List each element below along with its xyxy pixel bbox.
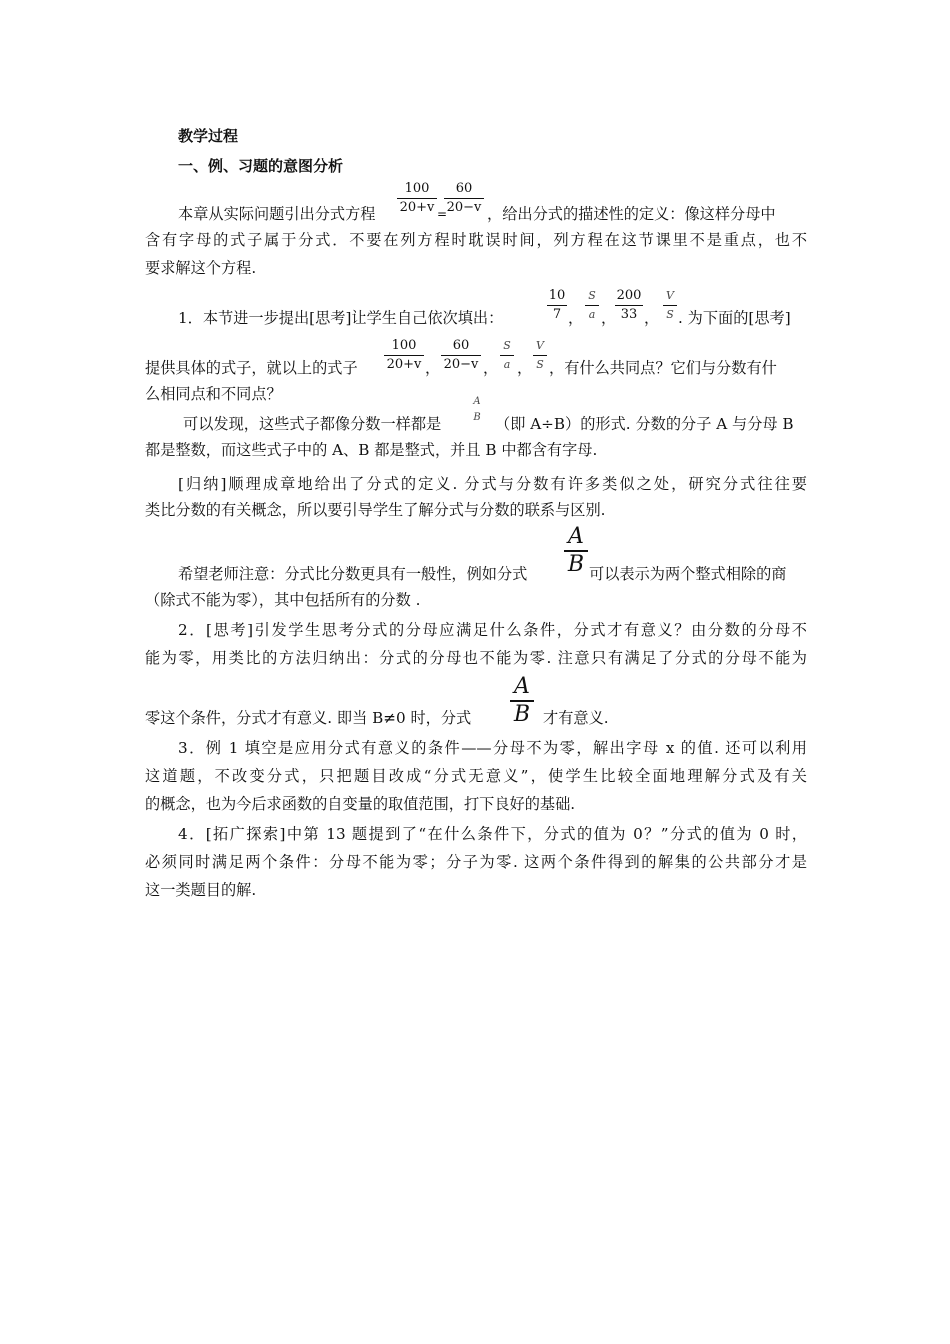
denominator: 20−v xyxy=(443,357,479,372)
p2-line2: 都是整数，而这些式子中的 A、B 都是整式，并且 B 中都含有字母. xyxy=(145,441,598,459)
denominator: 20+v xyxy=(386,357,422,372)
frac-10-7 xyxy=(547,288,567,323)
denominator: a xyxy=(588,308,596,321)
denominator: a xyxy=(503,358,511,371)
p6-line1: 3．例 1 填空是应用分式有意义的条件——分母不为零，解出字母 x 的值. 还可以利用 xyxy=(178,739,807,757)
frac-200-33 xyxy=(615,288,643,323)
frac-V-S xyxy=(533,338,547,373)
comma: ， xyxy=(483,359,499,377)
p3-line2: 类比分数的有关概念，所以要引导学生了解分式与分数的联系与区别. xyxy=(145,501,606,519)
p1-line1: 1．本节进一步提出[思考]让学生自己依次填出： xyxy=(178,309,504,327)
comma: ， xyxy=(425,359,441,377)
p1-line2-post: ，有什么共同点？它们与分数有什 xyxy=(549,359,777,377)
numerator: 200 xyxy=(616,288,642,303)
p0-pre: 本章从实际问题引出分式方程 xyxy=(178,205,376,223)
p4-pre: 希望老师注意：分式比分数更具有一般性，例如分式 xyxy=(178,565,528,583)
p7-line1: 4．[拓广探索]中第 13 题提到了“在什么条件下，分式的值为 0？”分式的值为 0 时， xyxy=(178,825,807,843)
denominator: 7 xyxy=(552,307,562,322)
p7-line2: 必须同时满足两个条件：分母不能为零；分子为零. 这两个条件得到的解集的公共部分才是 xyxy=(145,853,807,871)
fraction-bar xyxy=(441,355,481,356)
frac-A-B-large xyxy=(510,676,534,726)
numerator: A xyxy=(514,674,530,699)
fraction-bar xyxy=(533,355,547,356)
lesson-title: 教学过程 xyxy=(178,127,239,145)
p5-line2: 能为零，用类比的方法归纳出：分式的分母也不能为零. 注意只有满足了分式的分母不能为 xyxy=(145,649,807,667)
equation-right-fraction xyxy=(444,181,484,216)
p4-post: 可以表示为两个整式相除的商 xyxy=(589,565,787,583)
frac-100-20pv xyxy=(384,338,424,373)
p6-line3: 的概念，也为今后求函数的自变量的取值范围，打下良好的基础. xyxy=(145,795,576,813)
numerator: 10 xyxy=(548,288,566,303)
p3-line1: [归纳]顺理成章地给出了分式的定义. 分式与分数有许多类似之处，研究分式往往要 xyxy=(178,475,807,493)
fraction-bar xyxy=(547,305,567,306)
fraction-bar xyxy=(585,305,599,306)
comma: ， xyxy=(644,309,660,327)
comma: ， xyxy=(568,309,584,327)
frac-A-B-small xyxy=(471,394,483,426)
eq-right-denominator: 20−v xyxy=(446,200,482,215)
comma: ， xyxy=(601,309,617,327)
equation-left-fraction xyxy=(397,181,437,216)
eq-left-denominator: 20+v xyxy=(399,200,435,215)
eq-right-numerator: 60 xyxy=(455,181,473,196)
p6-line2: 这道题，不改变分式，只把题目改成“分式无意义”，使学生比较全面地理解分式及有关 xyxy=(145,767,807,785)
denominator: S xyxy=(666,308,674,321)
p5-line1: 2．[思考]引发学生思考分式的分母应满足什么条件，分式才有意义？由分数的分母不 xyxy=(178,621,807,639)
p2-post: （即 A÷B）的形式. 分数的分子 A 与分母 B xyxy=(495,415,794,433)
denominator: B xyxy=(473,412,481,423)
denominator: B xyxy=(567,552,585,577)
numerator: A xyxy=(473,396,481,407)
p1-line3: 么相同点和不同点？ xyxy=(145,385,282,403)
p0-line1 xyxy=(178,204,375,224)
p0-line3: 要求解这个方程. xyxy=(145,259,257,277)
frac-S-a xyxy=(585,288,599,323)
p0-post: ，给出分式的描述性的定义：像这样分母中 xyxy=(487,205,776,223)
numerator: S xyxy=(588,289,596,302)
p4-line2: （除式不能为零），其中包括所有的分数 . xyxy=(145,591,421,609)
p7-line3: 这一类题目的解. xyxy=(145,881,257,899)
fraction-bar xyxy=(500,355,514,356)
fraction-bar xyxy=(663,305,677,306)
frac-S-a xyxy=(500,338,514,373)
p0-line2: 含有字母的式子属于分式．不要在列方程时耽误时间，列方程在这节课里不是重点，也不 xyxy=(145,231,807,249)
fraction-bar xyxy=(384,355,424,356)
numerator: 60 xyxy=(452,338,470,353)
numerator: 100 xyxy=(391,338,417,353)
p1-post: . 为下面的[思考] xyxy=(678,309,791,327)
numerator: V xyxy=(536,339,544,352)
frac-60-20mv xyxy=(441,338,481,373)
fraction-bar xyxy=(615,305,643,306)
equals-sign: = xyxy=(437,207,448,221)
p5-line3-pre: 零这个条件，分式才有意义. 即当 B≠0 时，分式 xyxy=(145,709,472,727)
denominator: B xyxy=(513,702,531,727)
p1-line2-pre: 提供具体的式子，就以上的式子 xyxy=(145,359,358,377)
fraction-bar xyxy=(397,198,437,199)
p2-pre: 可以发现，这些式子都像分数一样都是 xyxy=(183,415,442,433)
fraction-bar xyxy=(444,198,484,199)
section-heading: 一、例、习题的意图分析 xyxy=(178,157,344,175)
numerator: V xyxy=(666,289,674,302)
frac-V-S xyxy=(663,288,677,323)
frac-A-B-large xyxy=(564,526,588,576)
eq-left-numerator: 100 xyxy=(404,181,430,196)
comma: ， xyxy=(517,359,533,377)
denominator: 33 xyxy=(620,307,638,322)
denominator: S xyxy=(536,358,544,371)
numerator: S xyxy=(503,339,511,352)
p5-line3-post: 才有意义. xyxy=(543,709,609,727)
numerator: A xyxy=(568,524,584,549)
